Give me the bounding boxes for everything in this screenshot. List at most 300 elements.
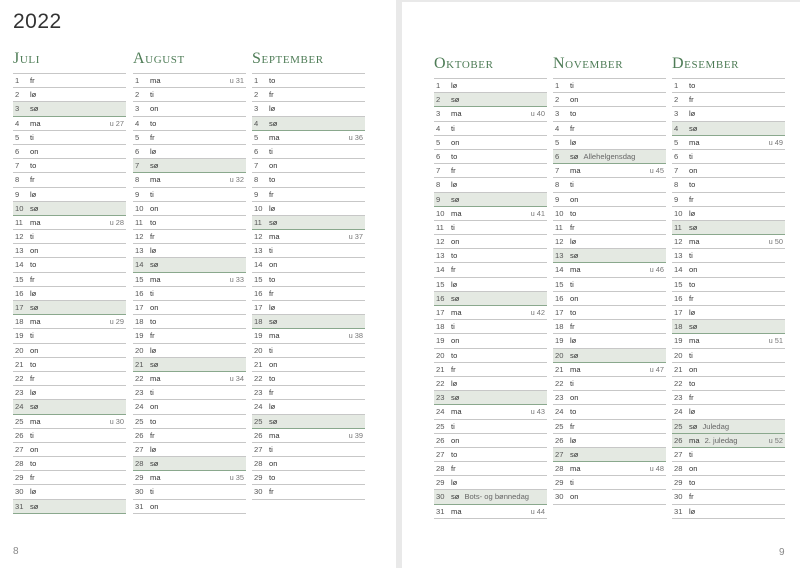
- day-row: [252, 471, 365, 485]
- day-number: 23: [674, 393, 683, 403]
- day-number: 14: [436, 265, 445, 275]
- weekday-abbrev: ma: [30, 416, 41, 426]
- day-number: 11: [674, 222, 682, 232]
- weekday-label: [150, 344, 156, 358]
- day-row: [672, 434, 785, 448]
- day-number: 20: [15, 345, 24, 355]
- day-number: 16: [254, 288, 263, 298]
- day-number: 5: [135, 132, 140, 142]
- day-row: [133, 102, 246, 116]
- weekday-label: [689, 136, 700, 150]
- day-number: 13: [674, 251, 683, 261]
- weekday-label: [451, 476, 457, 490]
- day-number: 21: [674, 364, 683, 374]
- day-number: 3: [674, 109, 679, 119]
- day-number: 12: [555, 237, 564, 247]
- weekday-abbrev: on: [150, 303, 159, 312]
- day-number: 3: [15, 104, 20, 114]
- weekday-abbrev: on: [30, 444, 39, 454]
- day-row: [434, 249, 547, 263]
- day-list: [672, 78, 785, 519]
- day-number: 14: [15, 260, 24, 270]
- weekday-label: [570, 164, 581, 178]
- weekday-label: [451, 193, 459, 207]
- weekday-abbrev: sø: [451, 293, 460, 303]
- weekday-label: [451, 462, 456, 476]
- day-number: 25: [436, 421, 445, 431]
- day-row: [252, 244, 365, 258]
- month-title: Oktober: [434, 55, 494, 72]
- day-number: 19: [674, 336, 683, 346]
- weekday-label: [570, 207, 576, 221]
- weekday-label: [150, 188, 154, 202]
- weekday-abbrev: sø: [269, 416, 278, 426]
- weekday-label: [150, 244, 156, 258]
- weekday-label: [451, 420, 455, 434]
- day-number: 25: [135, 416, 144, 426]
- day-row: [553, 136, 666, 150]
- weekday-label: [451, 150, 457, 164]
- weekday-abbrev: sø: [689, 222, 698, 232]
- day-number: 9: [135, 189, 140, 199]
- holiday-note: Allehelgensdag: [583, 151, 636, 161]
- weekday-label: [451, 505, 462, 519]
- weekday-abbrev: on: [150, 203, 159, 213]
- day-number: 21: [15, 359, 24, 369]
- weekday-abbrev: fr: [150, 132, 155, 142]
- weekday-abbrev: ti: [30, 132, 34, 142]
- week-number: u 42: [530, 308, 545, 317]
- day-row: [133, 173, 246, 187]
- day-row: [13, 173, 126, 187]
- day-number: 30: [436, 492, 445, 502]
- weekday-label: [689, 249, 693, 263]
- weekday-abbrev: ti: [269, 246, 273, 256]
- weekday-abbrev: lø: [451, 279, 458, 289]
- week-number: u 44: [530, 506, 545, 516]
- weekday-abbrev: lø: [269, 203, 276, 213]
- month-title: November: [553, 55, 624, 72]
- weekday-abbrev: sø: [689, 421, 698, 431]
- day-row: [672, 164, 785, 178]
- day-number: 23: [436, 393, 445, 403]
- day-number: 17: [674, 308, 683, 317]
- weekday-label: [451, 363, 456, 377]
- day-row: [434, 79, 547, 93]
- weekday-abbrev: lø: [150, 444, 157, 454]
- day-number: 27: [436, 449, 445, 459]
- weekday-abbrev: lø: [570, 435, 577, 445]
- weekday-abbrev: to: [451, 151, 458, 161]
- day-row: [434, 178, 547, 192]
- holiday-note: Bots- og bønnedag: [464, 492, 530, 502]
- weekday-label: [689, 448, 693, 462]
- week-number: u 40: [530, 109, 545, 119]
- day-row: [672, 122, 785, 136]
- day-number: 20: [674, 350, 683, 360]
- weekday-abbrev: fr: [150, 232, 155, 242]
- week-number: u 32: [229, 175, 244, 185]
- day-number: 21: [254, 359, 263, 369]
- weekday-abbrev: ti: [30, 430, 34, 440]
- weekday-abbrev: sø: [451, 95, 460, 105]
- weekday-abbrev: ti: [150, 487, 154, 497]
- day-row: [13, 500, 126, 514]
- day-number: 28: [254, 459, 263, 469]
- day-number: 28: [135, 459, 144, 469]
- day-row: [553, 420, 666, 434]
- day-number: 26: [15, 430, 24, 440]
- day-number: 3: [135, 104, 140, 114]
- weekday-abbrev: lø: [570, 336, 577, 346]
- day-number: 2: [436, 95, 441, 105]
- weekday-label: [269, 329, 280, 343]
- weekday-abbrev: to: [269, 274, 276, 284]
- day-number: 9: [15, 189, 20, 199]
- week-number: u 51: [768, 336, 783, 346]
- week-number: u 36: [348, 132, 363, 142]
- weekday-abbrev: fr: [30, 76, 35, 85]
- day-row: [133, 344, 246, 358]
- weekday-label: [689, 349, 693, 363]
- weekday-abbrev: sø: [269, 217, 278, 227]
- weekday-label: [689, 462, 697, 476]
- day-row: [133, 500, 246, 514]
- day-row: [434, 405, 547, 419]
- weekday-abbrev: ma: [451, 308, 462, 317]
- day-row: [252, 102, 365, 116]
- day-number: 7: [555, 166, 560, 176]
- day-row: [252, 131, 365, 145]
- weekday-label: [451, 107, 462, 121]
- day-number: 31: [15, 501, 24, 511]
- weekday-label: [689, 263, 697, 277]
- day-number: 5: [254, 132, 259, 142]
- day-row: [252, 372, 365, 386]
- day-row: [252, 344, 365, 358]
- day-row: [434, 263, 547, 277]
- weekday-abbrev: lø: [150, 146, 157, 156]
- month-august: [133, 51, 246, 514]
- weekday-label: [689, 235, 700, 249]
- weekday-label: [269, 230, 280, 244]
- weekday-abbrev: fr: [451, 265, 456, 275]
- weekday-abbrev: fr: [570, 322, 575, 332]
- weekday-label: [570, 334, 576, 348]
- weekday-label: [30, 471, 35, 485]
- day-number: 12: [15, 232, 24, 242]
- day-row: [553, 122, 666, 136]
- weekday-abbrev: to: [570, 208, 577, 218]
- day-row: [133, 443, 246, 457]
- day-row: [672, 136, 785, 150]
- day-number: 12: [436, 237, 445, 247]
- day-row: [252, 301, 365, 315]
- weekday-label: [570, 122, 575, 136]
- day-number: 10: [135, 203, 144, 213]
- weekday-abbrev: fr: [451, 364, 456, 374]
- weekday-label: [689, 505, 695, 519]
- day-number: 6: [15, 146, 20, 156]
- day-number: 3: [436, 109, 441, 119]
- day-number: 2: [555, 95, 560, 105]
- weekday-label: [689, 221, 697, 235]
- weekday-abbrev: ti: [689, 449, 693, 459]
- day-row: [133, 159, 246, 173]
- day-number: 5: [436, 137, 441, 147]
- weekday-label: [150, 415, 156, 429]
- day-row: [672, 320, 785, 334]
- weekday-abbrev: on: [689, 166, 698, 176]
- weekday-label: [30, 315, 41, 329]
- weekday-abbrev: sø: [689, 322, 698, 332]
- weekday-abbrev: ti: [689, 251, 693, 261]
- day-number: 24: [674, 407, 683, 417]
- weekday-abbrev: lø: [150, 246, 157, 256]
- weekday-abbrev: ma: [570, 166, 581, 176]
- page-number-right: 9: [779, 547, 785, 558]
- day-row: [672, 193, 785, 207]
- weekday-abbrev: lø: [30, 288, 37, 298]
- day-number: 7: [674, 166, 679, 176]
- weekday-abbrev: lø: [451, 378, 458, 388]
- day-row: [434, 107, 547, 121]
- weekday-label: [570, 420, 575, 434]
- weekday-label: [30, 258, 36, 272]
- weekday-label: [570, 136, 576, 150]
- weekday-abbrev: sø: [689, 123, 698, 133]
- weekday-abbrev: fr: [451, 166, 456, 176]
- weekday-abbrev: lø: [30, 90, 37, 100]
- weekday-abbrev: to: [269, 175, 276, 185]
- day-row: [133, 457, 246, 471]
- weekday-abbrev: ma: [269, 331, 280, 341]
- week-number: u 31: [229, 76, 244, 85]
- day-row: [434, 349, 547, 363]
- weekday-abbrev: fr: [269, 487, 274, 497]
- day-row: [672, 278, 785, 292]
- weekday-label: [570, 150, 635, 164]
- week-number: u 47: [649, 364, 664, 374]
- weekday-label: [451, 235, 459, 249]
- day-list: [252, 73, 365, 500]
- week-number: u 38: [348, 331, 363, 341]
- day-row: [672, 292, 785, 306]
- day-number: 17: [135, 303, 144, 312]
- day-row: [13, 457, 126, 471]
- weekday-label: [451, 278, 457, 292]
- weekday-abbrev: on: [30, 345, 39, 355]
- weekday-abbrev: sø: [570, 251, 579, 261]
- day-row: [252, 117, 365, 131]
- day-number: 15: [555, 279, 564, 289]
- day-row: [434, 207, 547, 221]
- day-number: 21: [135, 359, 144, 369]
- weekday-label: [269, 244, 273, 258]
- weekday-label: [570, 79, 574, 93]
- day-number: 7: [436, 166, 441, 176]
- day-number: 5: [674, 137, 679, 147]
- weekday-abbrev: fr: [689, 393, 694, 403]
- weekday-abbrev: ma: [150, 473, 161, 483]
- day-row: [252, 315, 365, 329]
- day-row: [252, 173, 365, 187]
- weekday-label: [269, 117, 277, 131]
- weekday-abbrev: on: [269, 459, 278, 469]
- weekday-label: [269, 443, 273, 457]
- month-title: Juli: [13, 50, 40, 67]
- weekday-abbrev: ma: [150, 76, 161, 85]
- weekday-label: [451, 263, 456, 277]
- weekday-abbrev: sø: [451, 393, 460, 403]
- day-number: 27: [674, 449, 683, 459]
- day-row: [133, 230, 246, 244]
- weekday-label: [269, 429, 280, 443]
- day-number: 18: [15, 317, 24, 327]
- weekday-label: [30, 145, 38, 159]
- weekday-abbrev: on: [269, 260, 278, 270]
- day-row: [434, 193, 547, 207]
- weekday-abbrev: fr: [269, 189, 274, 199]
- weekday-label: [451, 249, 457, 263]
- weekday-label: [451, 164, 456, 178]
- weekday-label: [150, 358, 158, 372]
- day-number: 1: [135, 76, 140, 85]
- day-number: 26: [436, 435, 445, 445]
- weekday-label: [150, 131, 155, 145]
- day-number: 29: [674, 478, 683, 488]
- weekday-abbrev: ma: [269, 430, 280, 440]
- day-row: [13, 88, 126, 102]
- day-number: 30: [555, 492, 564, 502]
- weekday-abbrev: on: [451, 237, 460, 247]
- weekday-label: [150, 386, 154, 400]
- day-number: 25: [254, 416, 263, 426]
- week-number: u 41: [530, 208, 545, 218]
- day-row: [672, 420, 785, 434]
- weekday-label: [150, 287, 154, 301]
- weekday-label: [451, 306, 462, 320]
- weekday-label: [269, 372, 275, 386]
- day-row: [133, 244, 246, 258]
- weekday-abbrev: on: [570, 393, 579, 403]
- day-number: 21: [436, 364, 445, 374]
- day-number: 16: [674, 293, 683, 303]
- day-number: 19: [436, 336, 445, 346]
- weekday-label: [570, 490, 578, 504]
- weekday-abbrev: sø: [30, 203, 39, 213]
- day-row: [133, 131, 246, 145]
- day-row: [672, 178, 785, 192]
- day-row: [672, 93, 785, 107]
- day-row: [13, 471, 126, 485]
- day-row: [133, 145, 246, 159]
- day-row: [553, 221, 666, 235]
- weekday-abbrev: ti: [150, 189, 154, 199]
- weekday-label: [150, 273, 161, 287]
- weekday-abbrev: on: [150, 501, 159, 511]
- day-row: [252, 216, 365, 230]
- month-title: September: [252, 50, 324, 67]
- weekday-label: [30, 500, 38, 514]
- day-row: [553, 249, 666, 263]
- day-row: [553, 278, 666, 292]
- day-number: 30: [15, 487, 24, 497]
- weekday-label: [689, 476, 695, 490]
- weekday-abbrev: to: [269, 373, 276, 383]
- day-row: [13, 400, 126, 414]
- weekday-abbrev: ti: [570, 180, 574, 190]
- weekday-abbrev: ma: [451, 506, 462, 516]
- day-number: 24: [15, 402, 24, 412]
- weekday-abbrev: sø: [570, 449, 579, 459]
- day-row: [133, 117, 246, 131]
- day-row: [672, 490, 785, 504]
- weekday-label: [30, 400, 38, 414]
- day-number: 27: [254, 444, 263, 454]
- day-number: 6: [436, 151, 441, 161]
- day-row: [434, 320, 547, 334]
- weekday-label: [689, 363, 697, 377]
- day-number: 15: [135, 274, 144, 284]
- weekday-label: [269, 74, 275, 88]
- day-number: 18: [135, 317, 144, 327]
- weekday-abbrev: ma: [150, 373, 161, 383]
- weekday-label: [689, 306, 695, 320]
- day-number: 26: [254, 430, 263, 440]
- weekday-label: [150, 329, 155, 343]
- week-number: u 29: [109, 317, 124, 327]
- month-october: [434, 56, 547, 519]
- weekday-abbrev: sø: [30, 501, 39, 511]
- weekday-abbrev: fr: [570, 123, 575, 133]
- day-row: [672, 249, 785, 263]
- weekday-label: [150, 74, 161, 88]
- holiday-note: 2. juledag: [704, 435, 738, 445]
- day-number: 8: [254, 175, 259, 185]
- day-number: 14: [135, 260, 144, 270]
- weekday-label: [150, 315, 156, 329]
- day-row: [133, 202, 246, 216]
- weekday-label: [689, 420, 729, 434]
- weekday-label: [150, 443, 156, 457]
- weekday-abbrev: lø: [269, 104, 276, 114]
- weekday-label: [451, 334, 459, 348]
- day-number: 18: [555, 322, 564, 332]
- day-row: [13, 415, 126, 429]
- day-row: [553, 193, 666, 207]
- day-number: 22: [254, 373, 263, 383]
- day-number: 10: [254, 203, 263, 213]
- weekday-abbrev: ma: [451, 407, 462, 417]
- weekday-abbrev: on: [269, 161, 278, 171]
- weekday-label: [30, 329, 34, 343]
- week-number: u 49: [768, 137, 783, 147]
- weekday-abbrev: to: [150, 416, 157, 426]
- day-row: [434, 505, 547, 519]
- day-number: 15: [436, 279, 445, 289]
- weekday-label: [689, 150, 693, 164]
- day-row: [133, 188, 246, 202]
- day-number: 22: [135, 373, 144, 383]
- day-number: 19: [135, 331, 144, 341]
- weekday-abbrev: to: [570, 407, 577, 417]
- weekday-label: [451, 178, 457, 192]
- day-number: 15: [254, 274, 263, 284]
- day-number: 8: [436, 180, 441, 190]
- day-row: [252, 443, 365, 457]
- weekday-abbrev: ma: [150, 175, 161, 185]
